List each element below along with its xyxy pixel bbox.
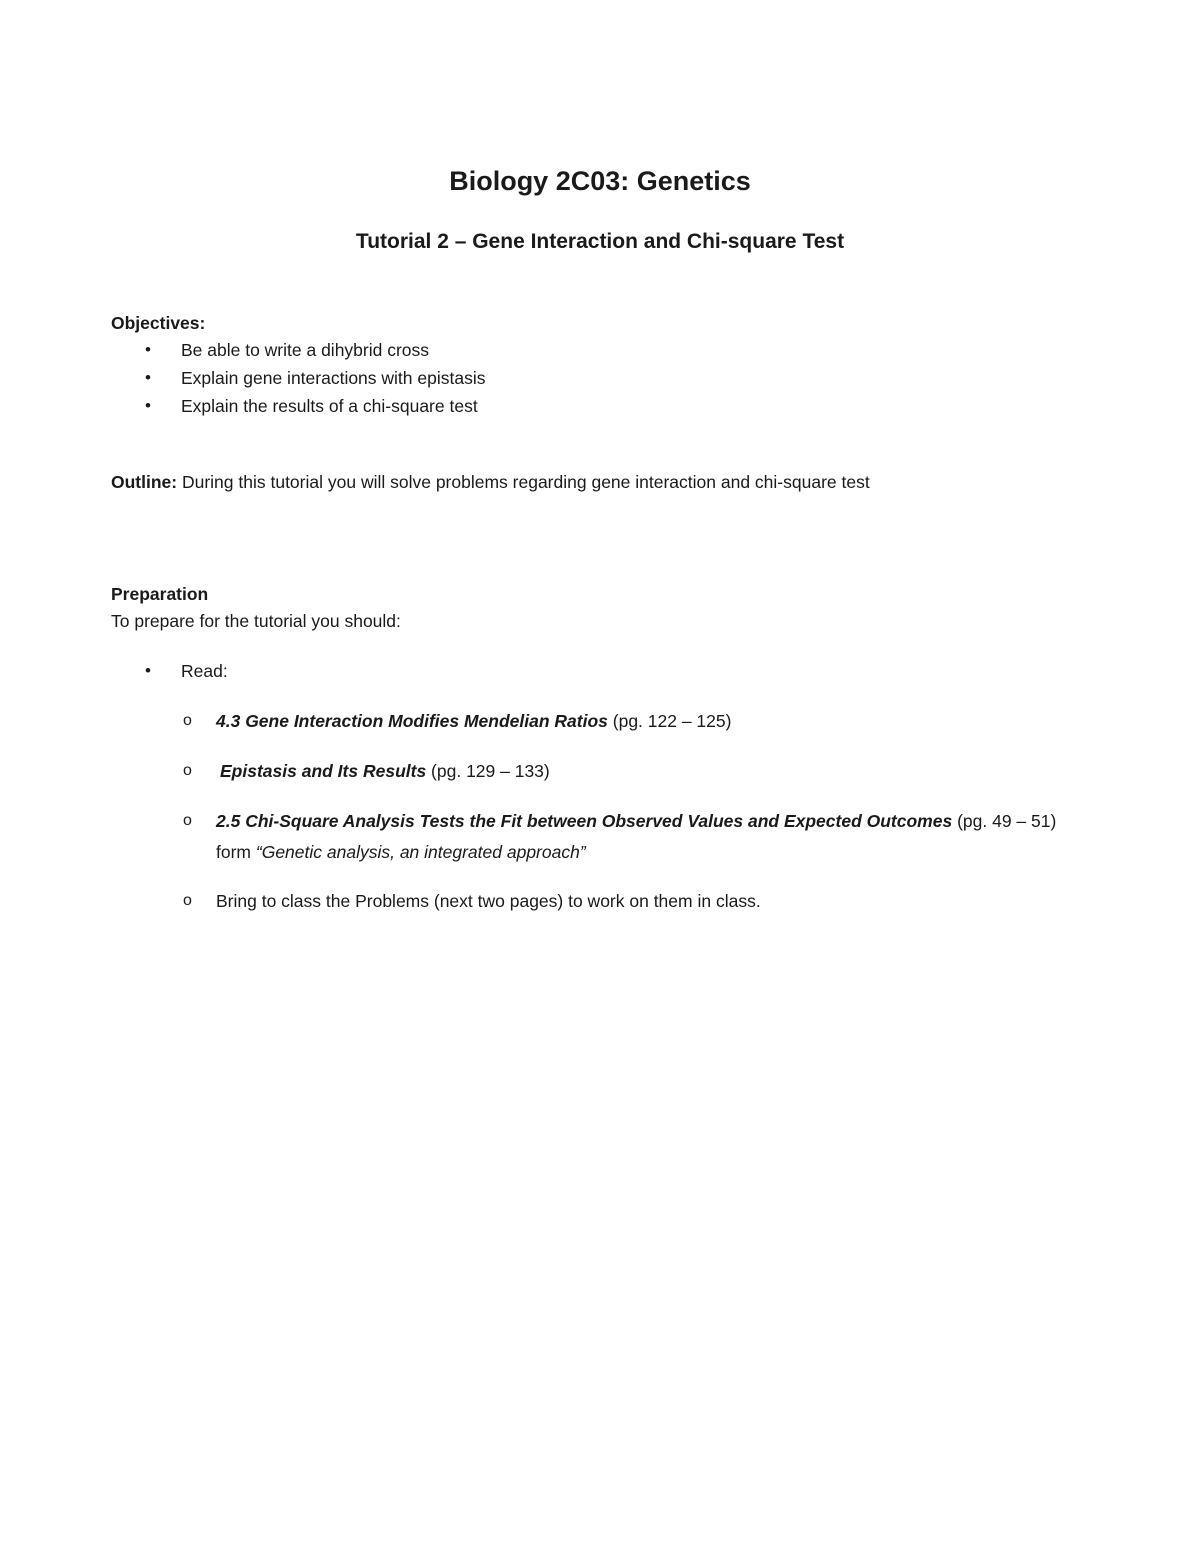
objective-item: Explain the results of a chi-square test bbox=[181, 396, 478, 416]
bullet-icon: • bbox=[145, 368, 151, 387]
bullet-icon: • bbox=[145, 661, 151, 680]
reading-source-title: “Genetic analysis, an integrated approach” bbox=[255, 842, 586, 862]
outline-text: During this tutorial you will solve problems regarding gene interaction and chi-square test bbox=[177, 472, 870, 492]
reading-source bbox=[216, 840, 586, 864]
sub-bullet-icon: o bbox=[183, 712, 192, 729]
outline-paragraph bbox=[111, 470, 870, 494]
preparation-intro: To prepare for the tutorial you should: bbox=[111, 611, 401, 631]
reading-title: Epistasis and Its Results bbox=[220, 761, 427, 781]
objective-item: Be able to write a dihybrid cross bbox=[181, 340, 430, 360]
sub-bullet-icon: o bbox=[183, 762, 192, 779]
sub-bullet-icon: o bbox=[183, 892, 192, 909]
reading-pages: (pg. 49 – 51) bbox=[952, 811, 1057, 831]
document-subtitle: Tutorial 2 – Gene Interaction and Chi-square Test bbox=[355, 230, 845, 253]
read-label: Read: bbox=[181, 661, 228, 681]
bullet-icon: • bbox=[145, 396, 151, 415]
reading-source-prefix: form bbox=[216, 842, 256, 862]
bullet-icon: • bbox=[145, 340, 151, 359]
outline-label: Outline: bbox=[111, 472, 178, 492]
reading-pages: (pg. 129 – 133) bbox=[426, 761, 550, 781]
reading-item bbox=[220, 759, 550, 783]
reading-item bbox=[216, 709, 731, 733]
document-title: Biology 2C03: Genetics bbox=[449, 166, 751, 196]
reading-item bbox=[216, 809, 1056, 833]
preparation-heading: Preparation bbox=[111, 584, 209, 604]
reading-title: 4.3 Gene Interaction Modifies Mendelian Ratios bbox=[216, 711, 608, 731]
sub-bullet-icon: o bbox=[183, 812, 192, 829]
final-item: Bring to class the Problems (next two pages) to work on them in class. bbox=[216, 891, 761, 911]
reading-pages: (pg. 122 – 125) bbox=[607, 711, 732, 731]
reading-title: 2.5 Chi-Square Analysis Tests the Fit between Observed Values and Expected Outcomes bbox=[216, 811, 953, 831]
objectives-heading: Objectives: bbox=[111, 313, 206, 333]
objective-item: Explain gene interactions with epistasis bbox=[181, 368, 486, 388]
